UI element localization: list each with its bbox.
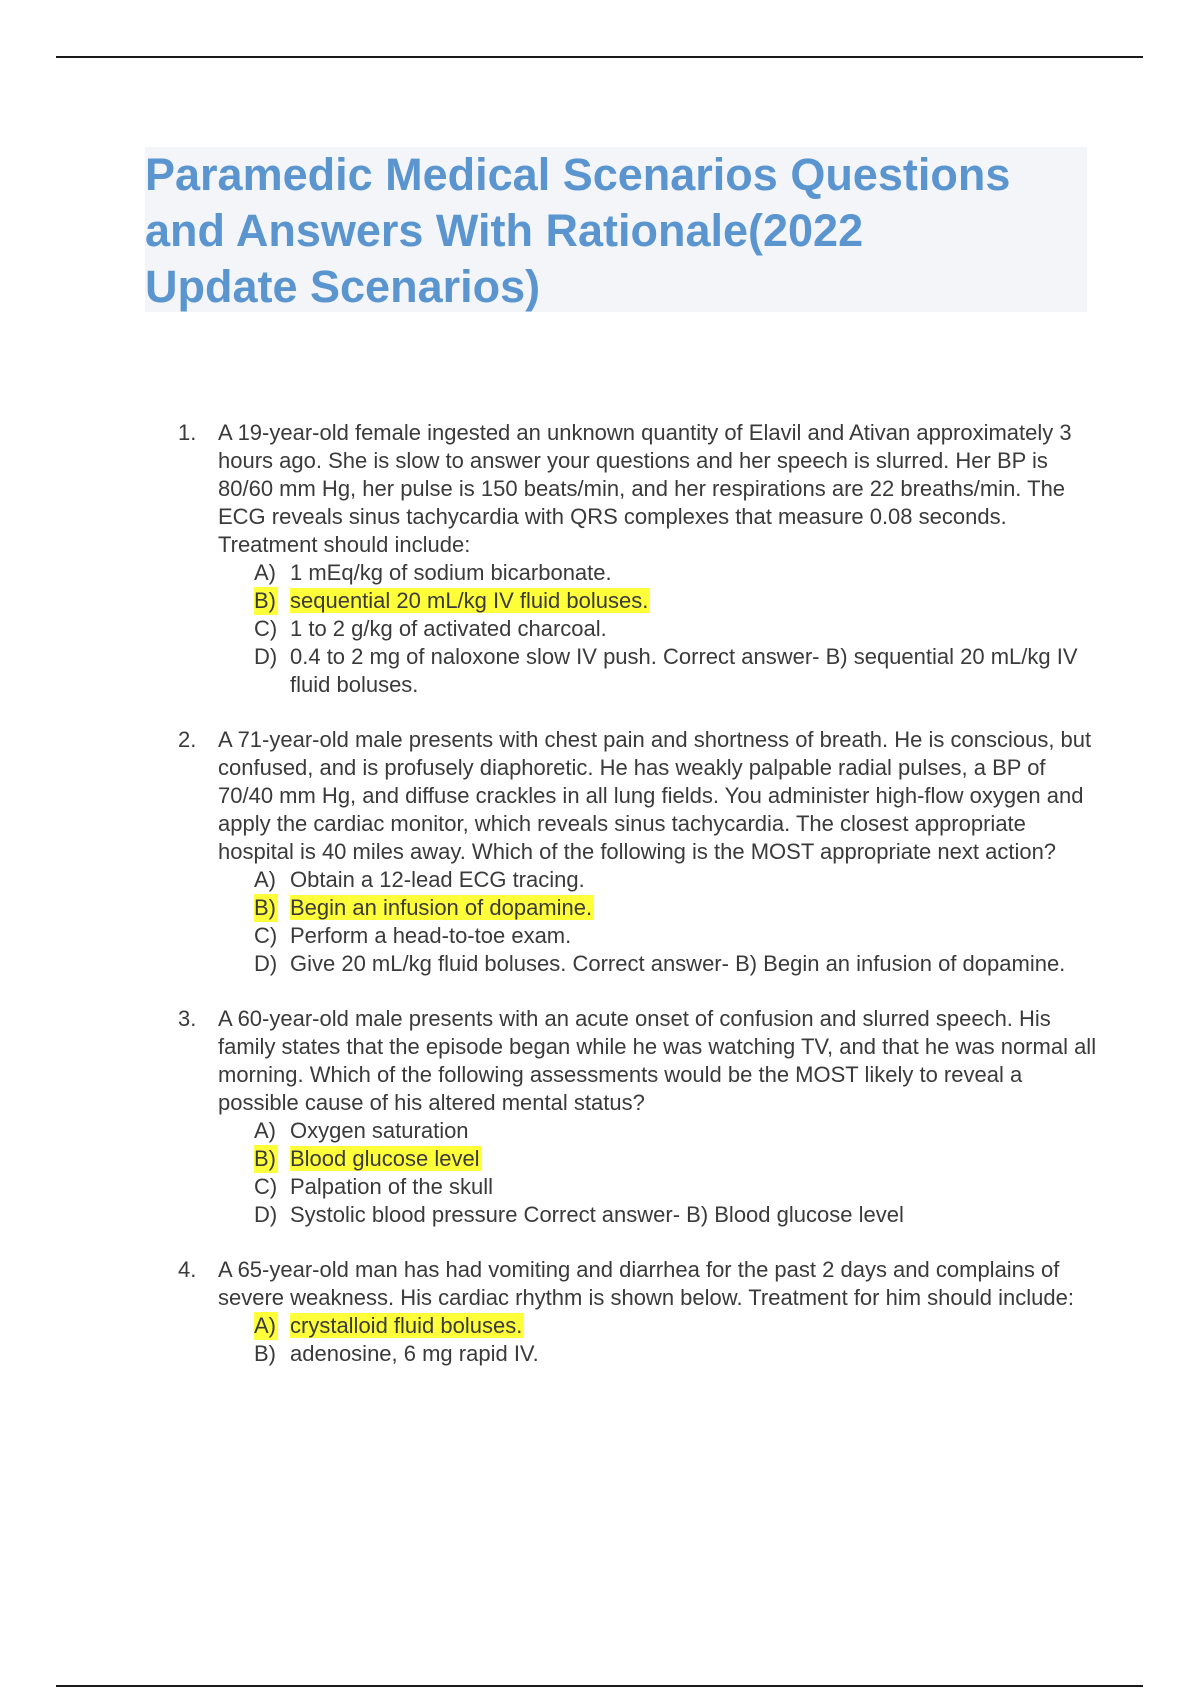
answer-option-b-correct — [254, 1145, 1098, 1173]
document-title — [145, 147, 1087, 315]
answer-option-d — [254, 643, 1098, 699]
question-text: A 71-year-old male presents with chest pain and shortness of breath. He is conscious, but confused, and is profusely diaphoretic. He has weakly palpable radial pulses, a BP of 70/40 mm Hg, and diffuse crackles in all lung fields. You administer high-flow oxygen and apply the cardiac monitor, which reveals sinus tachycardia. The closest appropriate hospital is 40 miles away. Which of the following is the MOST appropriate next action? — [218, 727, 1092, 864]
option-text-highlighted: Blood glucose level — [290, 1146, 480, 1171]
option-letter: A) — [254, 867, 276, 892]
option-text: Systolic blood pressure Correct answer- B) Blood glucose level — [290, 1202, 904, 1227]
question-number: 2. — [178, 727, 197, 752]
answer-option-d — [254, 950, 1098, 978]
option-letter: A) — [254, 1313, 276, 1338]
option-text: Give 20 mL/kg fluid boluses. Correct answer- B) Begin an infusion of dopamine. — [290, 951, 1066, 976]
question-text: A 60-year-old male presents with an acute onset of confusion and slurred speech. His family states that the episode began while he was watching TV, and that he was normal all morning. Which of the following assessments would be the MOST likely to reveal a possible cause of his altered mental status? — [218, 1006, 1097, 1115]
answer-option-a — [254, 559, 1098, 587]
title-line-2: and Answers With Rationale(2022 — [145, 205, 864, 256]
option-text: adenosine, 6 mg rapid IV. — [290, 1341, 539, 1366]
answer-option-a-correct — [254, 1312, 1098, 1340]
answer-options — [218, 1117, 1098, 1229]
option-letter: C) — [254, 923, 278, 948]
option-letter: C) — [254, 1174, 278, 1199]
option-text: 1 mEq/kg of sodium bicarbonate. — [290, 560, 612, 585]
answer-option-b-correct — [254, 587, 1098, 615]
option-text: Obtain a 12-lead ECG tracing. — [290, 867, 585, 892]
option-text-highlighted: Begin an infusion of dopamine. — [290, 895, 593, 920]
option-letter: B) — [254, 1146, 276, 1171]
option-letter: B) — [254, 588, 276, 613]
option-letter: A) — [254, 1118, 276, 1143]
option-text-highlighted: crystalloid fluid boluses. — [290, 1313, 523, 1338]
footer-rule — [56, 1685, 1143, 1687]
question-number: 4. — [178, 1257, 197, 1282]
answer-option-d — [254, 1201, 1098, 1229]
question-text: A 19-year-old female ingested an unknown quantity of Elavil and Ativan approximately 3 hours ago. She is slow to answer your questions and her speech is slurred. Her BP is 80/60 mm Hg, her pulse is 150 beats/min, and her respirations are 22 breaths/min. The ECG reveals sinus tachycardia with QRS complexes that measure 0.08 seconds. Treatment should include: — [218, 420, 1072, 557]
question-list — [178, 419, 1098, 1395]
header-rule — [56, 56, 1143, 58]
question-4 — [178, 1256, 1098, 1368]
answer-option-b-correct — [254, 894, 1098, 922]
option-letter: A) — [254, 560, 276, 585]
question-number: 3. — [178, 1006, 197, 1031]
title-block — [145, 147, 1087, 312]
answer-options — [218, 1312, 1098, 1368]
option-text: Palpation of the skull — [290, 1174, 494, 1199]
option-letter: B) — [254, 895, 276, 920]
title-line-1: Paramedic Medical Scenarios Questions — [145, 149, 1011, 200]
option-text: Oxygen saturation — [290, 1118, 469, 1143]
answer-option-b — [254, 1340, 1098, 1368]
option-letter: D) — [254, 1202, 278, 1227]
option-text: 0.4 to 2 mg of naloxone slow IV push. Correct answer- B) sequential 20 mL/kg IV fluid boluses. — [290, 644, 1078, 697]
title-line-3: Update Scenarios) — [145, 261, 541, 312]
option-text: 1 to 2 g/kg of activated charcoal. — [290, 616, 607, 641]
answer-options — [218, 866, 1098, 978]
option-letter: D) — [254, 951, 278, 976]
option-text: Perform a head-to-toe exam. — [290, 923, 572, 948]
question-number: 1. — [178, 420, 197, 445]
answer-option-c — [254, 1173, 1098, 1201]
answer-option-a — [254, 1117, 1098, 1145]
question-3 — [178, 1005, 1098, 1229]
answer-option-c — [254, 922, 1098, 950]
option-letter: B) — [254, 1341, 276, 1366]
answer-option-a — [254, 866, 1098, 894]
option-letter: C) — [254, 616, 278, 641]
question-2 — [178, 726, 1098, 978]
answer-options — [218, 559, 1098, 699]
option-text-highlighted: sequential 20 mL/kg IV fluid boluses. — [290, 588, 649, 613]
question-1 — [178, 419, 1098, 699]
question-text: A 65-year-old man has had vomiting and diarrhea for the past 2 days and complains of severe weakness. His cardiac rhythm is shown below. Treatment for him should include: — [218, 1257, 1074, 1310]
option-letter: D) — [254, 644, 278, 669]
answer-option-c — [254, 615, 1098, 643]
